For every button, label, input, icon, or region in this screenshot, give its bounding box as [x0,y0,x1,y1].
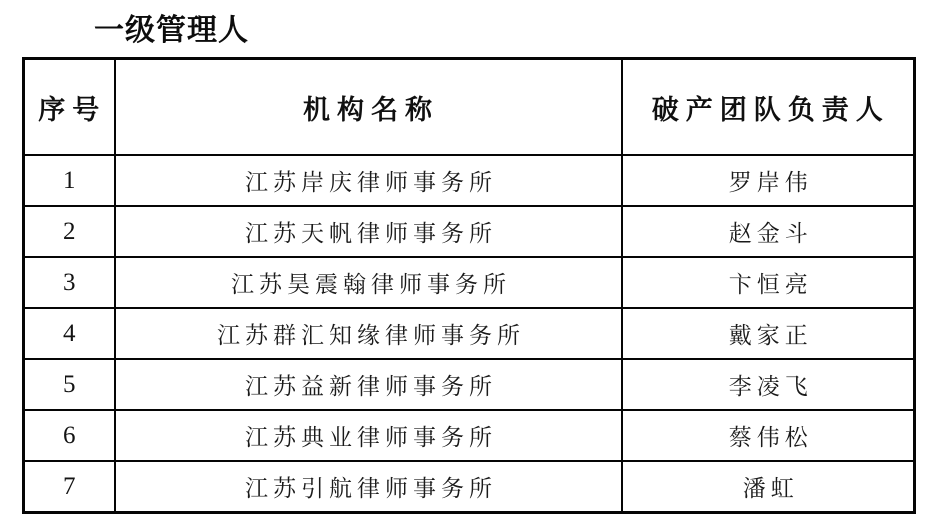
org-cell [115,257,622,308]
org-name: 江苏昊震翰律师事务所 [231,272,511,297]
header-serial-label: 序号 [38,94,107,125]
serial-cell: 1 [24,155,115,206]
org-cell [115,410,622,461]
org-cell [115,206,622,257]
table-row [24,155,915,206]
serial-cell: 6 [24,410,115,461]
org-name: 江苏天帆律师事务所 [245,221,497,246]
page-title: 一级管理人 [94,14,249,47]
leader-cell [622,206,915,257]
header-leader-label: 破产团队负责人 [651,94,890,125]
table-row [24,308,915,359]
org-name: 江苏益新律师事务所 [245,374,497,399]
leader-cell [622,359,915,410]
org-cell [115,308,622,359]
serial-cell: 7 [24,461,115,513]
table-header-row [24,59,915,156]
table-row [24,461,915,513]
leader-name: 罗岸伟 [728,170,813,195]
org-name: 江苏典业律师事务所 [245,425,497,450]
header-organization-label: 机构名称 [303,94,439,125]
org-name: 江苏引航律师事务所 [245,476,497,501]
org-name: 江苏岸庆律师事务所 [245,170,497,195]
leader-cell [622,155,915,206]
leader-cell [622,308,915,359]
org-name: 江苏群汇知缘律师事务所 [217,323,525,348]
serial-cell: 5 [24,359,115,410]
administrators-table [22,57,916,514]
leader-name: 李凌飞 [728,374,813,399]
table-row [24,257,915,308]
org-cell [115,359,622,410]
serial-cell: 3 [24,257,115,308]
header-serial [24,59,115,156]
org-cell [115,155,622,206]
leader-cell [622,257,915,308]
header-leader [622,59,915,156]
leader-name: 卞恒亮 [728,272,813,297]
org-cell [115,461,622,513]
table-row [24,206,915,257]
serial-cell: 2 [24,206,115,257]
leader-cell [622,461,915,513]
leader-name: 蔡伟松 [728,425,813,450]
serial-cell: 4 [24,308,115,359]
leader-name: 赵金斗 [728,221,813,246]
leader-name: 戴家正 [728,323,813,348]
table-row [24,410,915,461]
leader-name: 潘虹 [742,476,799,501]
leader-cell [622,410,915,461]
table-row [24,359,915,410]
header-organization [115,59,622,156]
